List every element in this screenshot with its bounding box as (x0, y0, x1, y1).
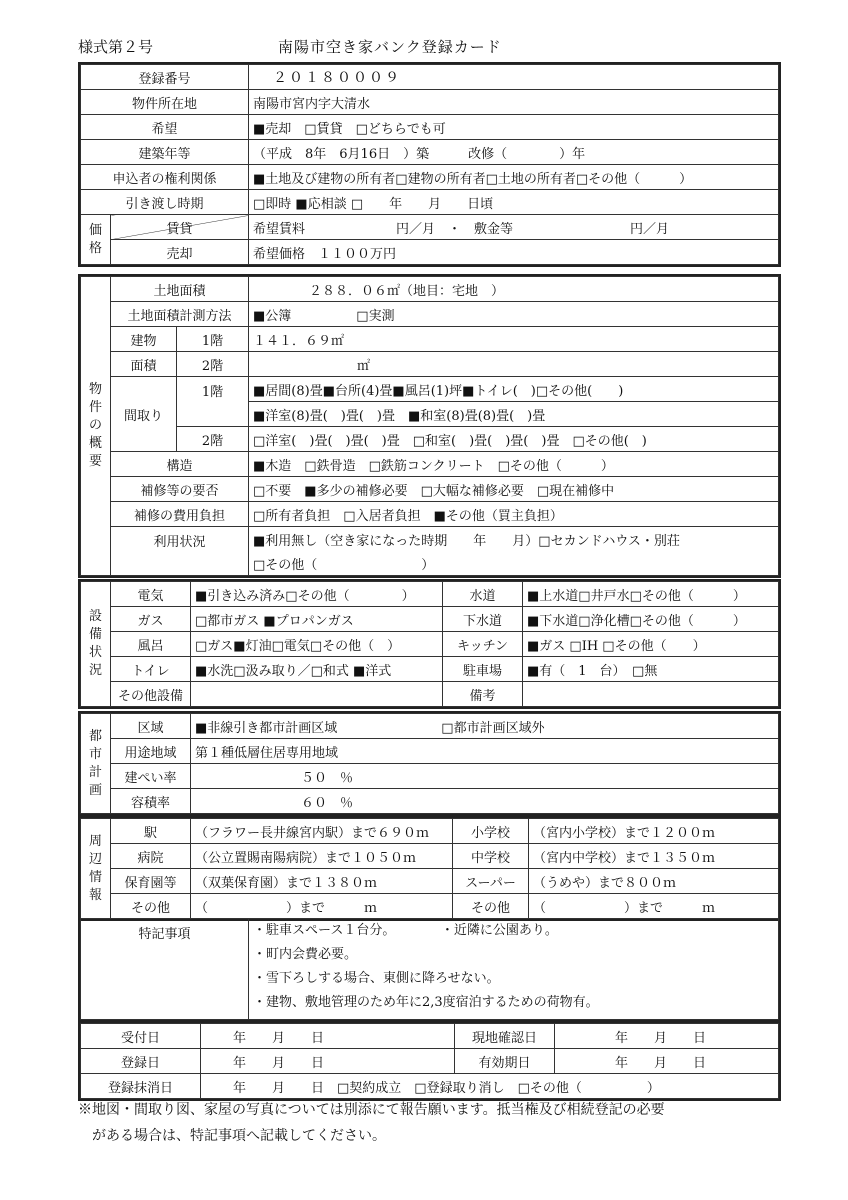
measure-label: 土地面積計測方法 (111, 302, 249, 327)
water-label: 水道 (443, 582, 523, 607)
floor1-area: １４１．６９㎡ (249, 327, 779, 352)
reg-no-value: ２０１８０００９ (249, 65, 779, 90)
measure-value: ■公簿 □実測 (249, 302, 779, 327)
far-label: 容積率 (111, 789, 191, 814)
page-title: 南陽市空き家バンク登録カード (278, 38, 502, 56)
elementary-value: （宮内小学校）まで１２００ｍ (529, 819, 779, 844)
rent-label: 賃貸 (111, 215, 249, 240)
planning-section-label: 都市計画 (81, 714, 111, 814)
built-label: 建築年等 (81, 140, 249, 165)
row-handover (81, 190, 779, 215)
handover-label: 引き渡し時期 (81, 190, 249, 215)
electric-value: ■引き込み済み□その他（ ） (191, 582, 443, 607)
planning-section (78, 711, 781, 816)
sewer-value: ■下水道□浄化槽□その他（ ） (523, 607, 779, 632)
site-check-value: 年 月 日 (555, 1024, 779, 1049)
elementary-label: 小学校 (453, 819, 529, 844)
other2-label: その他 (453, 894, 529, 919)
repair-need-value: □不要 ■多少の補修必要 □大幅な補修必要 □現在補修中 (249, 477, 779, 502)
layout-label: 間取り (111, 377, 177, 452)
layout-2f-label: 2階 (177, 427, 249, 452)
row-sale (81, 240, 779, 265)
row-rights (81, 165, 779, 190)
repair-need-label: 補修等の要否 (111, 477, 249, 502)
parking-value: ■有（ 1 台） □無 (523, 657, 779, 682)
reg-no-label: 登録番号 (81, 65, 249, 90)
handover-value: □即時 ■応相談 □ 年 月 日頃 (249, 190, 779, 215)
cancel-value: 年 月 日 □契約成立 □登録取り消し □その他（ ） (201, 1074, 779, 1099)
land-area-label: 土地面積 (111, 277, 249, 302)
notes-section (78, 918, 781, 1022)
area-class-value: ■非線引き都市計画区域 □都市計画区域外 (191, 714, 779, 739)
junior-high-value: （宮内中学校）まで１３５０ｍ (529, 844, 779, 869)
valid-until-value: 年 月 日 (555, 1049, 779, 1074)
footnote-line-2: がある場合は、特記事項へ記載してください。 (78, 1128, 386, 1144)
rights-label: 申込者の権利関係 (81, 165, 249, 190)
site-check-label: 現地確認日 (455, 1024, 555, 1049)
rent-value: 希望賃料 円／月 ・ 敷金等 円／月 (249, 215, 779, 240)
bath-value: □ガス■灯油□電気□その他（ ） (191, 632, 443, 657)
location-value: 南陽市宮内字大清水 (249, 90, 779, 115)
station-value: （フラワー長井線宮内駅）まで６９０ｍ (191, 819, 453, 844)
usage-line1: ■利用無し（空き家になった時期 年 月）□セカンドハウス・別荘 (249, 527, 779, 552)
admin-section (78, 1021, 781, 1101)
overview-section-label: 物件の概要 (81, 277, 111, 576)
layout-1f-line1: ■居間(8)畳■台所(4)畳■風呂(1)坪■トイレ( )□その他( ) (249, 377, 779, 402)
row-reg-no (81, 65, 779, 90)
nursery-label: 保育園等 (111, 869, 191, 894)
electric-label: 電気 (111, 582, 191, 607)
registered-value: 年 月 日 (201, 1049, 455, 1074)
zone-value: 第１種低層住居専用地域 (191, 739, 779, 764)
remarks-value (523, 682, 779, 707)
repair-cost-value: □所有者負担 □入居者負担 ■その他（買主負担） (249, 502, 779, 527)
zone-label: 用途地域 (111, 739, 191, 764)
toilet-value: ■水洗□汲み取り／□和式 ■洋式 (191, 657, 443, 682)
supermarket-value: （うめや）まで８００ｍ (529, 869, 779, 894)
row-built (81, 140, 779, 165)
note-line-1: ・駐車スペース１台分。 ・近隣に公園あり。 (253, 923, 558, 938)
parking-label: 駐車場 (443, 657, 523, 682)
kitchen-value: ■ガス □IH □その他（ ） (523, 632, 779, 657)
area-class-label: 区域 (111, 714, 191, 739)
usage-line2: □その他（ ） (249, 551, 779, 576)
footnote-line-1: ※地図・間取り図、家屋の写真については別添にて報告願います。抵当権及び相続登記の必要 (78, 1102, 665, 1118)
location-label: 物件所在地 (81, 90, 249, 115)
nursery-value: （双葉保育園）まで１３８０ｍ (191, 869, 453, 894)
sale-label: 売却 (111, 240, 249, 265)
row-wish (81, 115, 779, 140)
cancel-label: 登録抹消日 (81, 1074, 201, 1099)
row-location (81, 90, 779, 115)
layout-1f-label: 1階 (177, 377, 249, 427)
other1-value: （ ）まで ｍ (191, 894, 453, 919)
notes-label: 特記事項 (81, 919, 249, 1020)
wish-value: ■売却 □賃貸 □どちらでも可 (249, 115, 779, 140)
bath-label: 風呂 (111, 632, 191, 657)
sewer-label: 下水道 (443, 607, 523, 632)
toilet-label: トイレ (111, 657, 191, 682)
other-facility-label: その他設備 (111, 682, 191, 707)
remarks-label: 備考 (443, 682, 523, 707)
note-line-3: ・雪下ろしする場合、東側に降ろせない。 (253, 971, 500, 986)
received-value: 年 月 日 (201, 1024, 455, 1049)
coverage-value: ５０ ％ (191, 764, 779, 789)
far-value: ６０ ％ (191, 789, 779, 814)
facilities-section-label: 設備状況 (81, 582, 111, 707)
other-facility-value (191, 682, 443, 707)
repair-cost-label: 補修の費用負担 (111, 502, 249, 527)
overview-section (78, 274, 781, 578)
coverage-label: 建ぺい率 (111, 764, 191, 789)
nearby-section-label: 周辺情報 (81, 819, 111, 919)
floor2-area: ㎡ (249, 352, 779, 377)
received-label: 受付日 (81, 1024, 201, 1049)
facilities-section (78, 579, 781, 709)
form-number: 様式第２号 (78, 38, 154, 56)
note-line-4: ・建物、敷地管理のため年に2,3度宿泊するための荷物有。 (253, 995, 599, 1010)
layout-1f-line2: ■洋室(8)畳( )畳( )畳 ■和室(8)畳(8)畳( )畳 (249, 402, 779, 427)
building-label: 建物 (111, 327, 177, 352)
valid-until-label: 有効期日 (455, 1049, 555, 1074)
structure-value: ■木造 □鉄骨造 □鉄筋コンクリート □その他（ ） (249, 452, 779, 477)
hospital-label: 病院 (111, 844, 191, 869)
other1-label: その他 (111, 894, 191, 919)
layout-2f-value: □洋室( )畳( )畳( )畳 □和室( )畳( )畳( )畳 □その他( ) (249, 427, 779, 452)
structure-label: 構造 (111, 452, 249, 477)
supermarket-label: スーパー (453, 869, 529, 894)
floor1-label: 1階 (177, 327, 249, 352)
gas-value: □都市ガス ■プロパンガス (191, 607, 443, 632)
basic-section (78, 62, 781, 267)
junior-high-label: 中学校 (453, 844, 529, 869)
footnote (78, 1097, 778, 1149)
price-section-label: 価格 (81, 215, 111, 265)
registered-label: 登録日 (81, 1049, 201, 1074)
land-area-value: ２８８．０６㎡（地目：宅地 ） (249, 277, 779, 302)
usage-label: 利用状況 (111, 527, 249, 576)
hospital-value: （公立置賜南陽病院）まで１０５０ｍ (191, 844, 453, 869)
floor2-label: 2階 (177, 352, 249, 377)
water-value: ■上水道□井戸水□その他（ ） (523, 582, 779, 607)
kitchen-label: キッチン (443, 632, 523, 657)
sale-value: 希望価格 １１００万円 (249, 240, 779, 265)
gas-label: ガス (111, 607, 191, 632)
wish-label: 希望 (81, 115, 249, 140)
rights-value: ■土地及び建物の所有者□建物の所有者□土地の所有者□その他（ ） (249, 165, 779, 190)
row-rent (81, 215, 779, 240)
nearby-section (78, 816, 781, 921)
built-value: （平成 8年 6月16日 ）築 改修（ ）年 (249, 140, 779, 165)
area-label: 面積 (111, 352, 177, 377)
station-label: 駅 (111, 819, 191, 844)
note-line-2: ・町内会費必要。 (253, 947, 358, 962)
other2-value: （ ）まで ｍ (529, 894, 779, 919)
